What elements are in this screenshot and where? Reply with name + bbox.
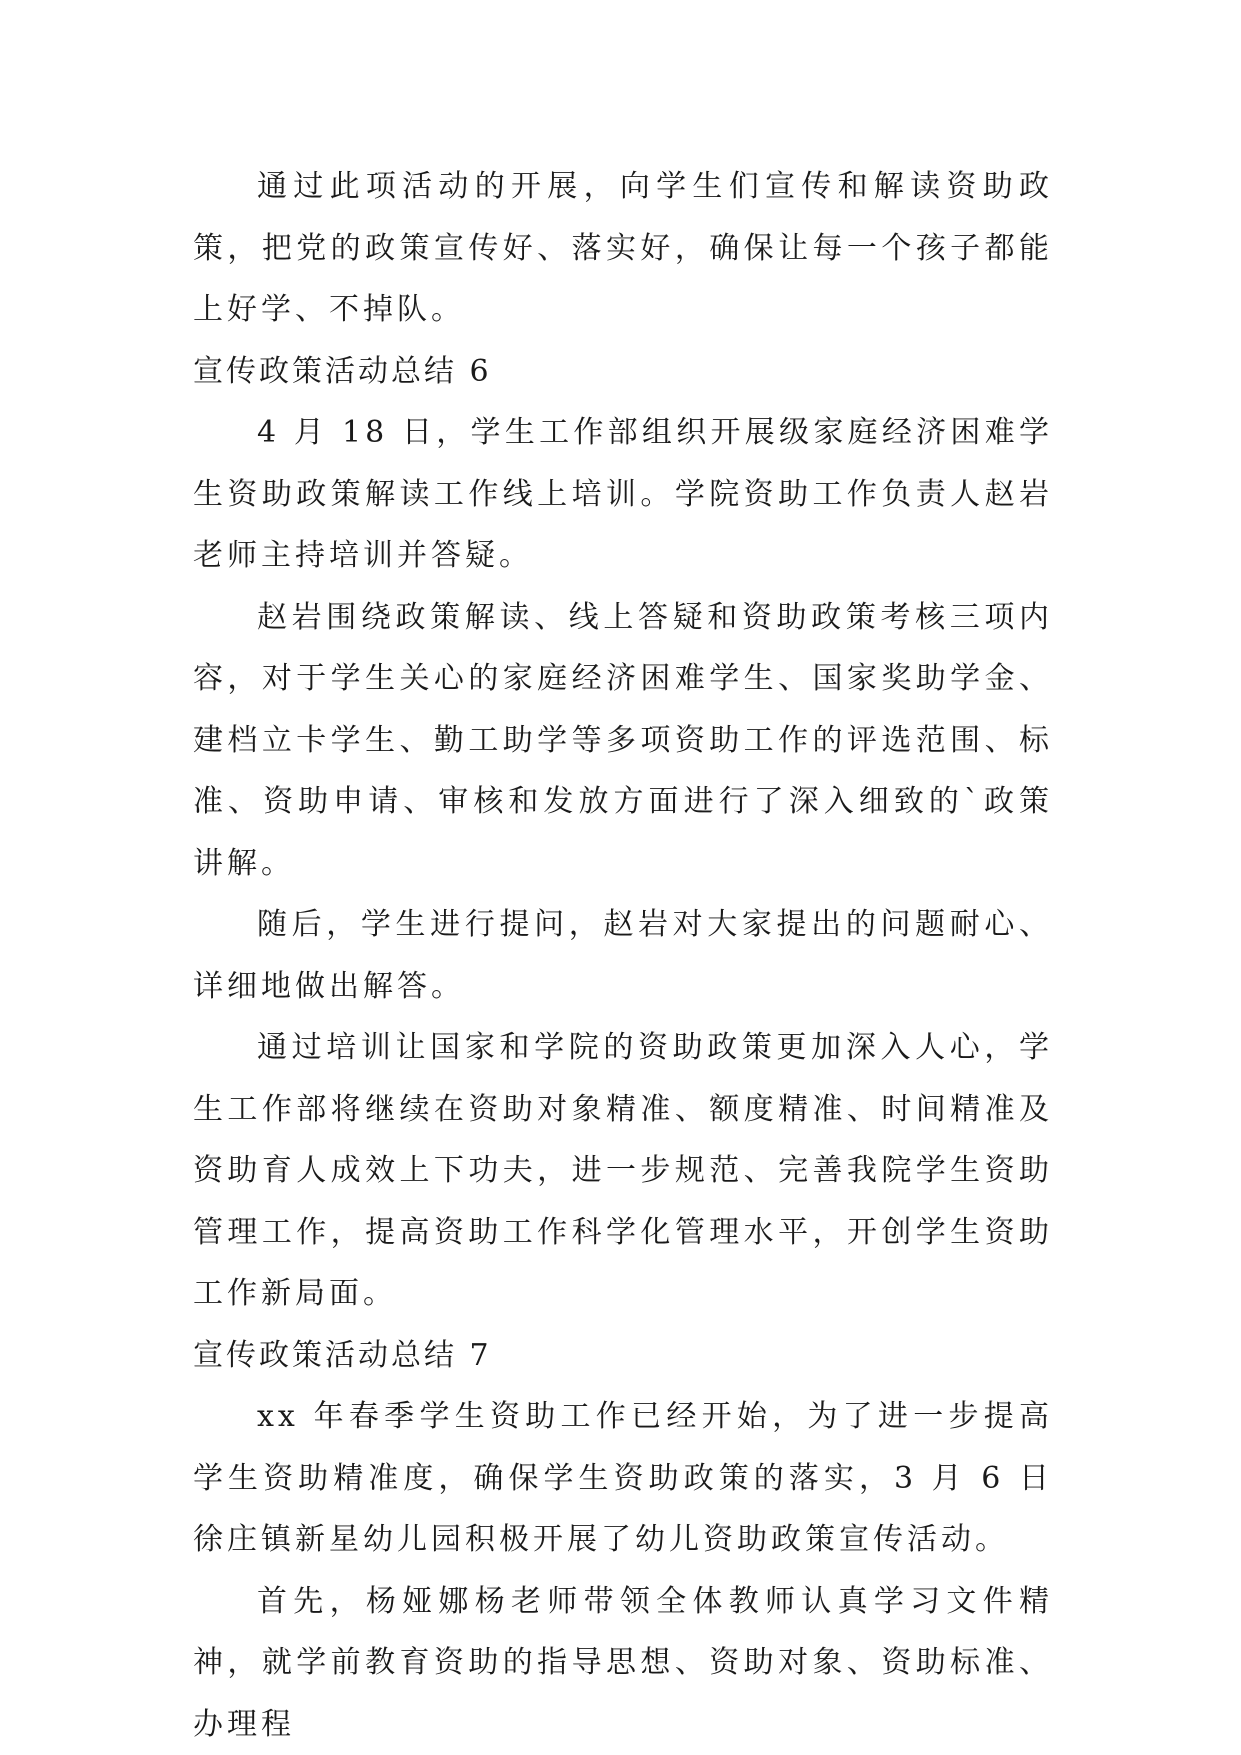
paragraph-5: 通过培训让国家和学院的资助政策更加深入人心，学生工作部将继续在资助对象精准、额度精准、时间精准及资助育人成效上下功夫，进一步规范、完善我院学生资助管理工作，提高资助工作科学化管理水平，开创学生资助工作新局面。 <box>193 1017 1053 1325</box>
paragraph-2: 4 月 18 日，学生工作部组织开展级家庭经济困难学生资助政策解读工作线上培训。学院资助工作负责人赵岩老师主持培训并答疑。 <box>193 402 1053 587</box>
paragraph-4: 随后，学生进行提问，赵岩对大家提出的问题耐心、详细地做出解答。 <box>193 894 1053 1017</box>
document-body <box>193 156 1053 1755</box>
paragraph-3: 赵岩围绕政策解读、线上答疑和资助政策考核三项内容，对于学生关心的家庭经济困难学生、国家奖助学金、建档立卡学生、勤工助学等多项资助工作的评选范围、标准、资助申请、审核和发放方面进行了深入细致的`政策讲解。 <box>193 587 1053 895</box>
paragraph-6: xx 年春季学生资助工作已经开始，为了进一步提高学生资助精准度，确保学生资助政策的落实，3 月 6 日徐庄镇新星幼儿园积极开展了幼儿资助政策宣传活动。 <box>193 1386 1053 1571</box>
paragraph-1: 通过此项活动的开展，向学生们宣传和解读资助政策，把党的政策宣传好、落实好，确保让每一个孩子都能上好学、不掉队。 <box>193 156 1053 341</box>
section-heading-7: 宣传政策活动总结 7 <box>193 1325 1053 1387</box>
section-heading-6: 宣传政策活动总结 6 <box>193 341 1053 403</box>
paragraph-7: 首先，杨娅娜杨老师带领全体教师认真学习文件精神，就学前教育资助的指导思想、资助对象、资助标准、办理程 <box>193 1571 1053 1755</box>
